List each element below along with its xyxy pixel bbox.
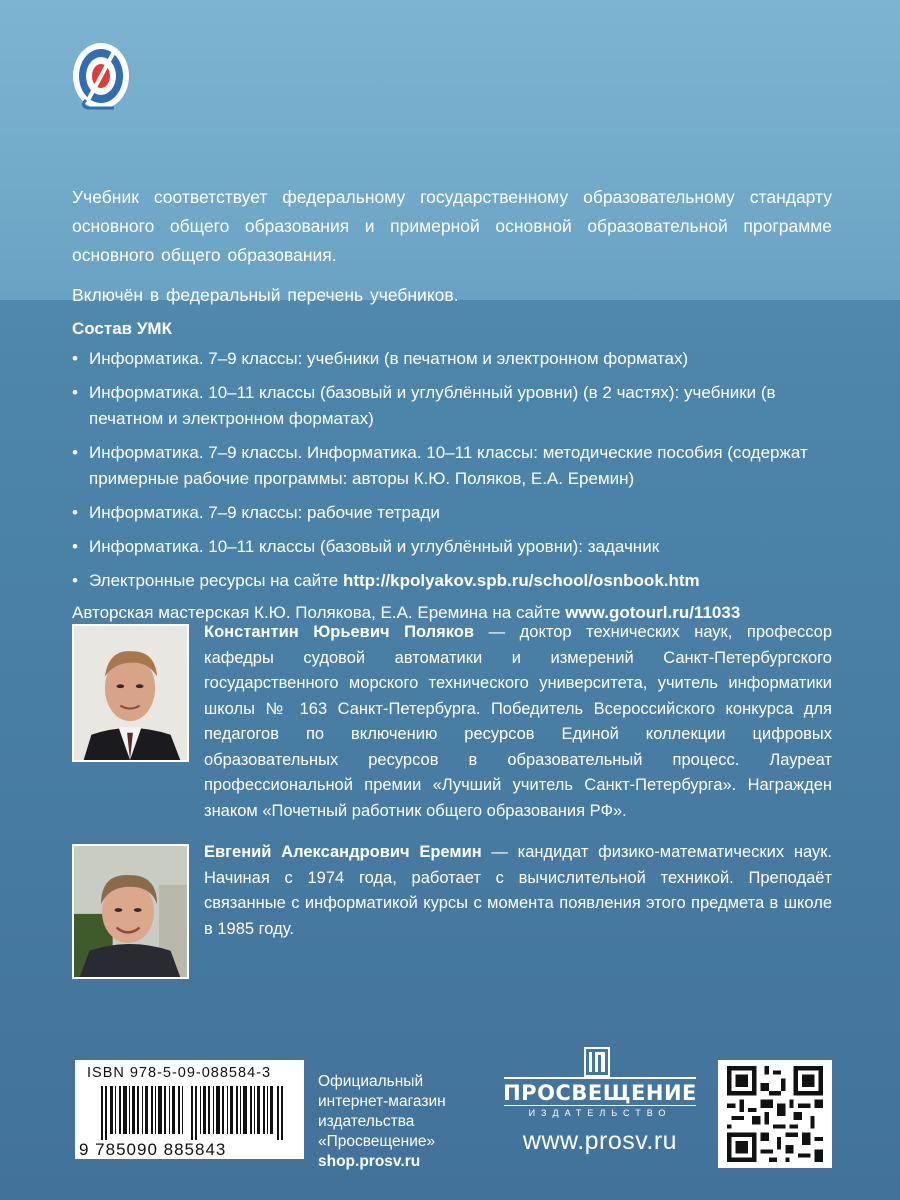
publisher-subtitle: ИЗДАТЕЛЬСТВО [528, 1108, 672, 1118]
federal-list-note: Включён в федеральный перечень учебников. [72, 285, 459, 305]
author-name-polyakov: Константин Юрьевич Поляков [204, 623, 475, 641]
shop-line: Официальный [318, 1073, 424, 1090]
shop-link[interactable]: shop.prosv.ru [318, 1153, 421, 1170]
barcode [101, 1086, 291, 1140]
author-desc-eremin: — кандидат физико-математических наук. Начиная с 1974 года, работает с вычислительной техникой. Преподаёт связанные с информатикой курсы с момента появления этого предмета в школе в 1985 году. [204, 843, 832, 938]
author-bio-eremin [204, 840, 832, 942]
shop-line: интернет-магазин [318, 1093, 446, 1110]
publisher-url[interactable]: www.prosv.ru [522, 1127, 678, 1155]
author-name-eremin: Евгений Александрович Еремин [204, 843, 482, 861]
umk-list [72, 346, 832, 594]
resources-label: Электронные ресурсы на сайте [89, 571, 339, 590]
workshop-link[interactable]: www.gotourl.ru/11033 [565, 603, 741, 622]
shop-line: «Просвещение» [318, 1133, 436, 1150]
umk-section [72, 316, 832, 626]
publisher-rule [504, 1077, 696, 1079]
author-photo-polyakov [72, 624, 189, 762]
publisher-rule [504, 1105, 696, 1106]
isbn-number: ISBN 978-5-09-088584-3 [87, 1065, 272, 1081]
barcode-digits: 9 785090 885843 [79, 1140, 227, 1159]
publisher-emblem-icon [584, 1047, 610, 1077]
shop-info [318, 1072, 446, 1172]
publisher-name: ПРОСВЕЩЕНИЕ [503, 1081, 697, 1105]
umk-item: • Информатика. 7–9 классы: рабочие тетради [72, 500, 832, 526]
umk-item: • Информатика. 10–11 классы (базовый и углублённый уровни): задачник [72, 534, 832, 560]
author-bio-polyakov [204, 620, 832, 824]
umk-item-resources [72, 568, 832, 594]
workshop-label: Авторская мастерская К.Ю. Полякова, Е.А. Еремина на сайте [72, 603, 561, 622]
resources-link[interactable]: http://kpolyakov.spb.ru/school/osnbook.htm [342, 571, 700, 590]
isbn-box [72, 1057, 307, 1162]
intro-text [72, 183, 832, 321]
author-eremin [72, 840, 832, 942]
umk-item: • Информатика. 10–11 классы (базовый и углублённый уровни) (в 2 частях): учебники (в печатном и электронном форматах) [72, 380, 832, 432]
umk-item: • Информатика. 7–9 классы: учебники (в печатном и электронном форматах) [72, 346, 832, 372]
author-polyakov [72, 620, 832, 824]
standard-compliance: Учебник соответствует федеральному государственному образовательному стандарту основного общего образования и примерной основной образовательной программе основного общего образования. [72, 187, 832, 265]
author-desc-polyakov: — доктор технических наук, профессор кафедры судовой автоматики и измерений Санкт-Петербургского государственного морского технического университета, учитель информатики школы № 163 Санкт-Петербурга. Победитель Всероссийского конкурса для педагогов по включению ресурсов Единой коллекции цифровых образовательных ресурсов в образовательный процесс. Лауреат профессиональной премии «Лучший учитель Санкт-Петербурга». Награжден знаком «Почетный работник общего образования РФ». [204, 623, 833, 820]
qr-code[interactable] [718, 1060, 832, 1168]
shop-line: издательства [318, 1113, 415, 1130]
umk-item: • Информатика. 7–9 классы. Информатика. 10–11 классы: методические пособия (содержат примерные рабочие программы: авторы К.Ю. Поляков, Е.А. Еремин) [72, 440, 832, 492]
author-photo-eremin [72, 844, 189, 979]
series-logo [70, 40, 132, 112]
publisher-block [500, 1047, 700, 1172]
umk-title: Состав УМК [72, 319, 172, 338]
